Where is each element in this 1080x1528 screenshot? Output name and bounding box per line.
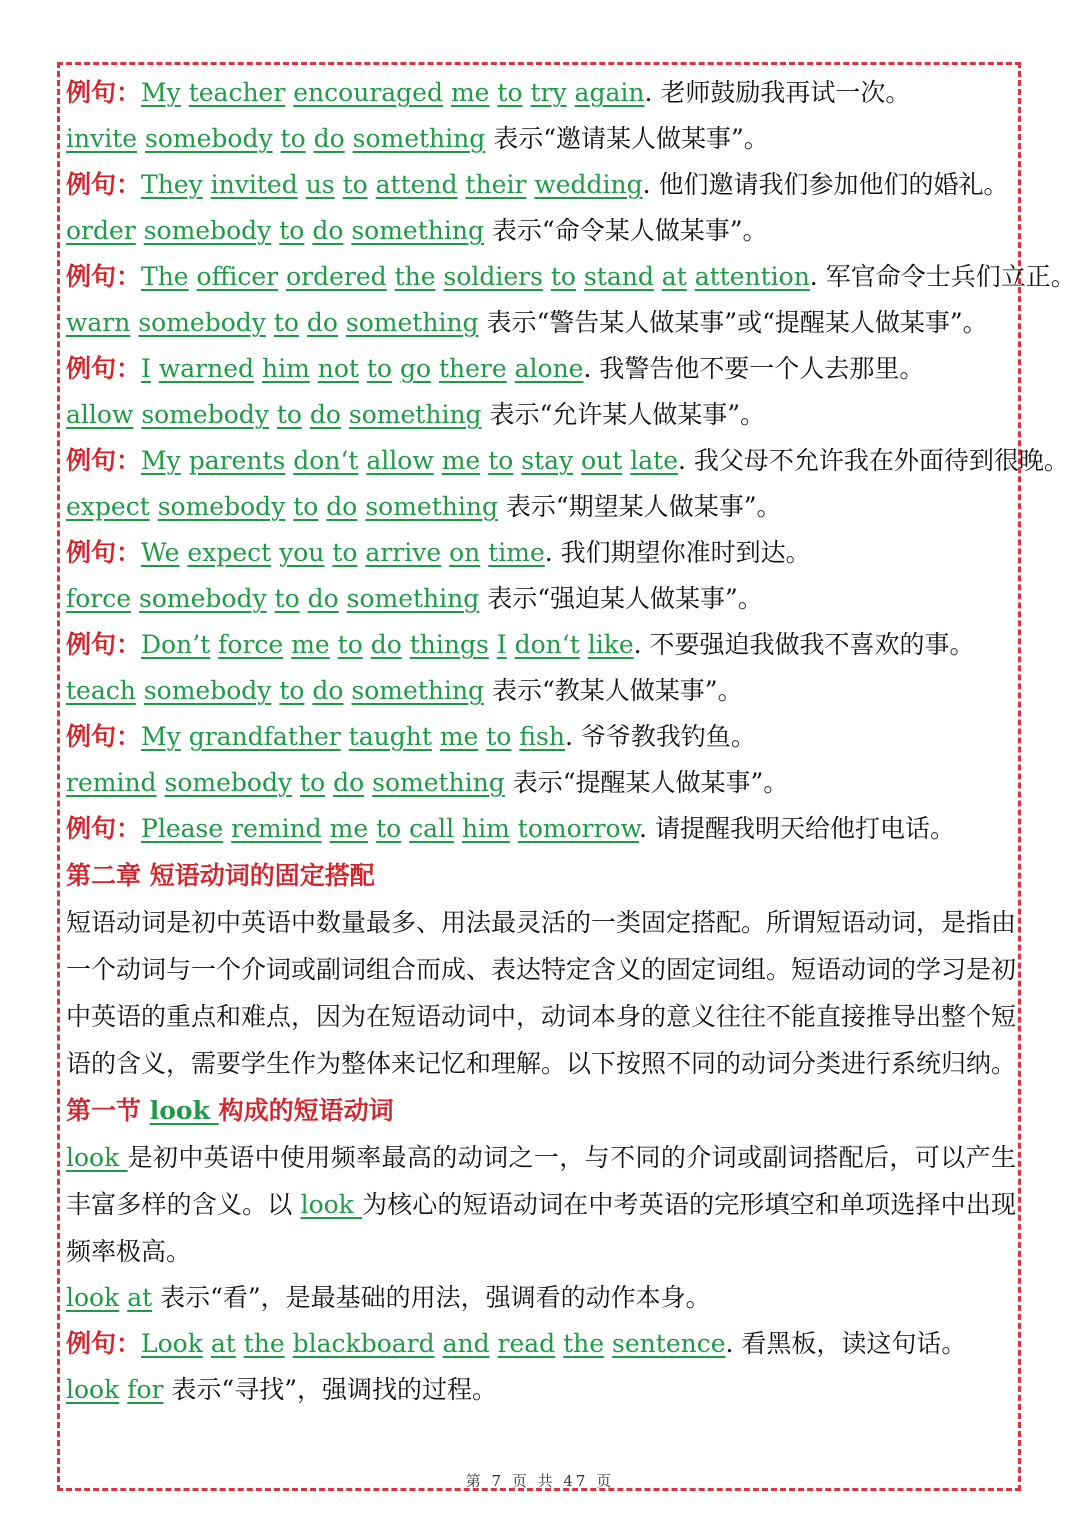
english-word: somebody bbox=[138, 308, 266, 337]
english-word: to bbox=[332, 538, 358, 567]
look-word-1: look bbox=[66, 1143, 128, 1172]
english-word: I bbox=[141, 354, 151, 383]
english-word: stay bbox=[521, 446, 574, 475]
english-word: to bbox=[274, 584, 300, 613]
phrase-pattern bbox=[66, 116, 1016, 162]
english-word: look bbox=[66, 1375, 120, 1404]
english-word: to bbox=[293, 492, 319, 521]
english-word: to bbox=[497, 78, 523, 107]
look-paragraph bbox=[66, 1134, 1016, 1275]
english-word: expect bbox=[66, 492, 150, 521]
english-word: like bbox=[587, 630, 634, 659]
english-word: the bbox=[394, 262, 436, 291]
english-word: the bbox=[563, 1329, 605, 1358]
english-word: sentence bbox=[612, 1329, 726, 1358]
english-word: somebody bbox=[157, 492, 286, 521]
english-word: teach bbox=[66, 676, 136, 705]
english-word: me bbox=[291, 630, 330, 659]
english-word: stand bbox=[583, 262, 654, 291]
english-word: ordered bbox=[286, 262, 387, 291]
chinese-meaning: 表示“期望某人做某事”。 bbox=[505, 492, 782, 521]
english-word: something bbox=[372, 768, 505, 797]
phrase-pattern bbox=[66, 300, 1016, 346]
phrase-pattern bbox=[66, 208, 1016, 254]
example-sentence bbox=[66, 622, 1016, 668]
chinese-meaning: 表示“允许某人做某事”。 bbox=[489, 400, 766, 429]
phrase-pattern bbox=[66, 668, 1016, 714]
english-word: do bbox=[313, 124, 345, 153]
example-sentence bbox=[66, 346, 1016, 392]
english-word: wedding bbox=[534, 170, 643, 199]
english-word: warn bbox=[66, 308, 131, 337]
english-word: him bbox=[261, 354, 310, 383]
english-word: do bbox=[326, 492, 358, 521]
english-word: arrive bbox=[365, 538, 442, 567]
chinese-translation: . 他们邀请我们参加他们的婚礼。 bbox=[642, 170, 1009, 199]
english-word: allow bbox=[366, 446, 434, 475]
english-word: order bbox=[66, 216, 136, 245]
english-word: invite bbox=[66, 124, 138, 153]
example-sentence bbox=[66, 806, 1016, 852]
english-word: My bbox=[141, 78, 181, 107]
english-word: try bbox=[530, 78, 567, 107]
english-word: invited bbox=[210, 170, 298, 199]
english-word: do bbox=[370, 630, 402, 659]
example-label: 例句： bbox=[66, 630, 142, 659]
example-label: 例句： bbox=[66, 814, 142, 843]
example-sentence bbox=[66, 530, 1016, 576]
english-word: go bbox=[399, 354, 432, 383]
english-word: to bbox=[366, 354, 392, 383]
english-word: don‘t bbox=[293, 446, 359, 475]
english-word: me bbox=[450, 78, 490, 107]
english-word: something bbox=[365, 492, 498, 521]
english-word: to bbox=[488, 446, 514, 475]
english-word: I bbox=[496, 630, 507, 659]
english-word: soldiers bbox=[443, 262, 543, 291]
example-label: 例句： bbox=[66, 354, 142, 383]
english-word: time bbox=[488, 538, 545, 567]
english-word: They bbox=[141, 170, 203, 199]
phrase-pattern bbox=[66, 576, 1016, 622]
example-label: 例句： bbox=[66, 1329, 142, 1358]
section-suffix: 构成的短语动词 bbox=[218, 1096, 394, 1125]
english-word: at bbox=[127, 1283, 153, 1312]
english-word: somebody bbox=[143, 676, 272, 705]
example-sentence bbox=[66, 254, 1076, 300]
page-content bbox=[66, 70, 1076, 1413]
english-word: We bbox=[141, 538, 180, 567]
chapter-title: 第二章 短语动词的固定搭配 bbox=[66, 861, 375, 890]
english-word: somebody bbox=[164, 768, 293, 797]
chinese-meaning: 表示“强迫某人做某事”。 bbox=[487, 584, 763, 613]
english-word: somebody bbox=[139, 584, 267, 613]
english-word: something bbox=[346, 584, 480, 613]
english-word: My bbox=[141, 722, 181, 751]
english-word: something bbox=[351, 676, 485, 705]
english-word: to bbox=[342, 170, 368, 199]
chinese-meaning: 表示“命令某人做某事”。 bbox=[491, 216, 768, 245]
english-word: to bbox=[279, 676, 305, 705]
english-word: expect bbox=[187, 538, 272, 567]
example-label: 例句： bbox=[66, 262, 142, 291]
english-word: you bbox=[279, 538, 325, 567]
chinese-translation: . 老师鼓励我再试一次。 bbox=[644, 78, 911, 107]
english-word: allow bbox=[66, 400, 134, 429]
english-word: somebody bbox=[143, 216, 272, 245]
english-word: us bbox=[305, 170, 335, 199]
chinese-translation: . 军官命令士兵们立正。 bbox=[809, 262, 1076, 291]
english-word: don‘t bbox=[514, 630, 580, 659]
english-word: remind bbox=[66, 768, 157, 797]
phrase-pattern bbox=[66, 392, 1016, 438]
english-word: Please bbox=[141, 814, 224, 843]
chinese-translation: . 不要强迫我做我不喜欢的事。 bbox=[633, 630, 975, 659]
english-word: do bbox=[333, 768, 365, 797]
english-word: parents bbox=[188, 446, 286, 475]
english-word: grandfather bbox=[188, 722, 341, 751]
english-word: fish bbox=[519, 722, 565, 751]
english-word: read bbox=[497, 1329, 556, 1358]
phrase-pattern bbox=[66, 484, 1016, 530]
example-label: 例句： bbox=[66, 446, 142, 475]
english-word: do bbox=[306, 308, 338, 337]
example-sentence bbox=[66, 438, 1069, 484]
sentence-list-bottom bbox=[66, 1275, 1016, 1413]
english-word: something bbox=[345, 308, 479, 337]
english-word: their bbox=[465, 170, 527, 199]
english-word: something bbox=[348, 400, 482, 429]
english-word: to bbox=[376, 814, 402, 843]
english-word: there bbox=[438, 354, 507, 383]
example-sentence bbox=[66, 70, 1016, 116]
chinese-meaning: 表示“教某人做某事”。 bbox=[492, 676, 743, 705]
chapter-paragraph: 短语动词是初中英语中数量最多、用法最灵活的一类固定搭配。所谓短语动词，是指由一个动词与一个介词或副词组合而成、表达特定含义的固定词组。短语动词的学习是初中英语的重点和难点，因为在短语动词中，动词本身的意义往往不能直接推导出整个短语的含义，需要学生作为整体来记忆和理解。以下按照不同的动词分类进行系统归纳。 bbox=[66, 908, 1017, 1078]
chinese-meaning: 表示“看”，是最基础的用法，强调看的动作本身。 bbox=[160, 1283, 711, 1312]
look-text-2: 为核心的短语动词在中考英语的完形填空和单项选择中出现频率极高。 bbox=[66, 1190, 1016, 1266]
english-word: something bbox=[352, 124, 486, 153]
english-word: do bbox=[309, 400, 341, 429]
chinese-translation: . 我父母不允许我在外面待到很晚。 bbox=[678, 446, 1069, 475]
english-word: My bbox=[141, 446, 181, 475]
english-word: The bbox=[141, 262, 189, 291]
english-word: teacher bbox=[188, 78, 286, 107]
section-keyword: look bbox=[149, 1096, 219, 1125]
english-word: on bbox=[449, 538, 481, 567]
english-word: remind bbox=[231, 814, 322, 843]
phrase-pattern bbox=[66, 760, 1016, 806]
english-word: blackboard bbox=[292, 1329, 435, 1358]
english-word: Look bbox=[141, 1329, 203, 1358]
example-sentence bbox=[66, 714, 1016, 760]
chinese-translation: . 请提醒我明天给他打电话。 bbox=[639, 814, 955, 843]
english-word: me bbox=[441, 446, 481, 475]
english-word: to bbox=[280, 124, 306, 153]
look-text-1: 是初中英语中使用频率最高的动词之一，与不同的介词或副词搭配后，可以产生丰富多样的含义。以 bbox=[66, 1143, 1016, 1219]
english-word: and bbox=[442, 1329, 490, 1358]
english-word: to bbox=[486, 722, 512, 751]
chinese-meaning: 表示“邀请某人做某事”。 bbox=[493, 124, 769, 153]
english-word: to bbox=[279, 216, 305, 245]
english-word: do bbox=[312, 216, 344, 245]
english-word: tomorrow bbox=[517, 814, 640, 843]
english-word: force bbox=[218, 630, 284, 659]
english-word: him bbox=[462, 814, 510, 843]
english-word: alone bbox=[514, 354, 584, 383]
english-word: force bbox=[66, 584, 132, 613]
english-word: to bbox=[273, 308, 299, 337]
english-word: at bbox=[661, 262, 687, 291]
english-word: attention bbox=[694, 262, 810, 291]
english-word: not bbox=[317, 354, 359, 383]
english-word: somebody bbox=[141, 400, 269, 429]
english-word: the bbox=[243, 1329, 285, 1358]
english-word: late bbox=[630, 446, 679, 475]
english-word: encouraged bbox=[293, 78, 443, 107]
english-word: call bbox=[409, 814, 455, 843]
english-word: things bbox=[409, 630, 489, 659]
english-word: attend bbox=[375, 170, 458, 199]
english-word: to bbox=[550, 262, 576, 291]
example-label: 例句： bbox=[66, 722, 142, 751]
english-word: something bbox=[351, 216, 484, 245]
look-word-2: look bbox=[300, 1190, 362, 1219]
chinese-translation: . 爷爷教我钓鱼。 bbox=[564, 722, 756, 751]
english-word: do bbox=[307, 584, 339, 613]
english-word: look bbox=[66, 1283, 120, 1312]
english-word: again bbox=[574, 78, 645, 107]
page-footer: 第 7 页 共 47 页 bbox=[465, 1472, 615, 1490]
english-word: at bbox=[210, 1329, 236, 1358]
example-sentence bbox=[66, 162, 1016, 208]
english-word: Don’t bbox=[141, 630, 211, 659]
chinese-translation: . 我们期望你准时到达。 bbox=[544, 538, 811, 567]
english-word: taught bbox=[348, 722, 432, 751]
example-sentence bbox=[66, 1321, 1016, 1367]
chinese-meaning: 表示“寻找”，强调找的过程。 bbox=[171, 1375, 497, 1404]
english-word: officer bbox=[196, 262, 279, 291]
section-title bbox=[66, 1087, 1016, 1134]
english-word: warned bbox=[158, 354, 255, 383]
example-label: 例句： bbox=[66, 78, 142, 107]
english-word: out bbox=[581, 446, 623, 475]
phrase-pattern bbox=[66, 1367, 1016, 1413]
sentence-list-top bbox=[66, 70, 1076, 852]
english-word: to bbox=[276, 400, 302, 429]
chinese-translation: . 我警告他不要一个人去那里。 bbox=[583, 354, 925, 383]
example-label: 例句： bbox=[66, 538, 142, 567]
english-word: to bbox=[337, 630, 363, 659]
english-word: do bbox=[312, 676, 344, 705]
english-word: somebody bbox=[145, 124, 273, 153]
chinese-translation: . 看黑板，读这句话。 bbox=[725, 1329, 967, 1358]
chinese-meaning: 表示“警告某人做某事”或“提醒某人做某事”。 bbox=[486, 308, 988, 337]
english-word: to bbox=[300, 768, 326, 797]
english-word: for bbox=[127, 1375, 164, 1404]
english-word: me bbox=[329, 814, 369, 843]
example-label: 例句： bbox=[66, 170, 142, 199]
section-prefix: 第一节 bbox=[66, 1096, 150, 1125]
chinese-meaning: 表示“提醒某人做某事”。 bbox=[512, 768, 789, 797]
english-word: me bbox=[439, 722, 479, 751]
phrase-pattern bbox=[66, 1275, 1016, 1321]
